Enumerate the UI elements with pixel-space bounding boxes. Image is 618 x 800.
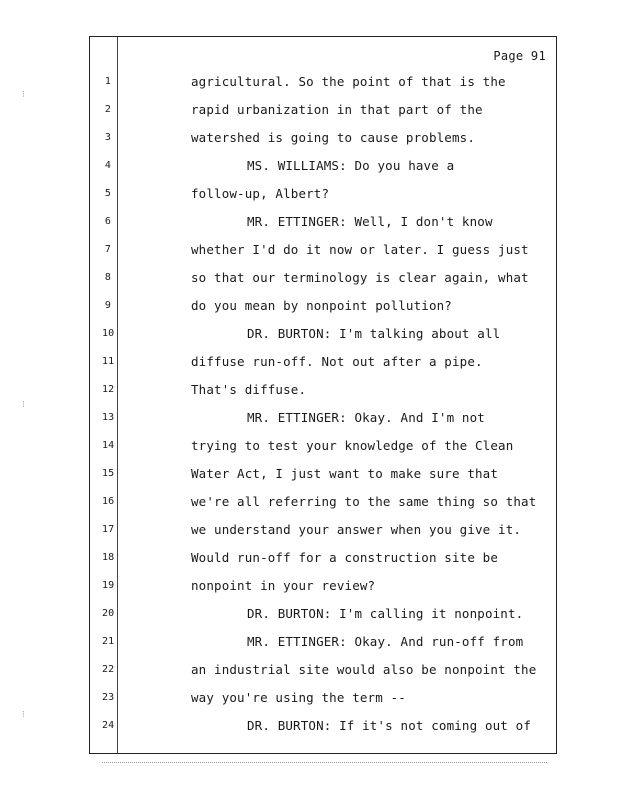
line-number: 13 [102,412,115,423]
transcript-line [90,102,556,122]
line-text: agricultural. So the point of that is the [191,74,506,89]
transcript-line [90,606,556,626]
transcript-line [90,74,556,94]
line-number: 11 [102,356,115,367]
line-text: MR. ETTINGER: Okay. And I'm not [247,410,485,425]
line-number: 1 [104,76,112,87]
transcript-line [90,130,556,150]
line-text: an industrial site would also be nonpoint the [191,662,537,677]
transcript-line [90,270,556,290]
line-text: we understand your answer when you give it. [191,522,522,537]
transcript-line [90,690,556,710]
line-number: 3 [104,132,112,143]
line-text: do you mean by nonpoint pollution? [191,298,452,313]
line-text: MR. ETTINGER: Okay. And run-off from [247,634,524,649]
line-text: watershed is going to cause problems. [191,130,475,145]
line-number: 23 [102,692,115,703]
line-text: whether I'd do it now or later. I guess just [191,242,529,257]
line-text: trying to test your knowledge of the Clean [191,438,514,453]
scan-mark: ⁝ [22,90,25,100]
line-number: 18 [102,552,115,563]
line-number: 22 [102,664,115,675]
line-number: 14 [102,440,115,451]
transcript-line [90,718,556,738]
line-number: 6 [104,216,112,227]
transcript-line [90,298,556,318]
transcript-line [90,662,556,682]
transcript-line [90,242,556,262]
transcript-line [90,466,556,486]
line-number: 4 [104,160,112,171]
line-text: we're all referring to the same thing so that [191,494,537,509]
footer-rule [102,762,547,763]
line-text: Would run-off for a construction site be [191,550,499,565]
transcript-line [90,214,556,234]
line-number: 8 [104,272,112,283]
line-number: 16 [102,496,115,507]
page-number: Page 91 [493,49,546,63]
line-number: 9 [104,300,112,311]
transcript-line [90,186,556,206]
line-number: 5 [104,188,112,199]
line-number: 10 [102,328,115,339]
line-text: way you're using the term -- [191,690,406,705]
transcript-line [90,158,556,178]
transcript-line [90,522,556,542]
line-number: 24 [102,720,115,731]
line-text: rapid urbanization in that part of the [191,102,483,117]
line-text: Water Act, I just want to make sure that [191,466,499,481]
line-number: 17 [102,524,115,535]
line-text: DR. BURTON: I'm talking about all [247,326,501,341]
line-text: That's diffuse. [191,382,307,397]
transcript-line [90,550,556,570]
scan-mark: ⁝ [22,400,25,410]
line-text: follow-up, Albert? [191,186,330,201]
transcript-line [90,382,556,402]
transcript-line [90,634,556,654]
transcript-line [90,354,556,374]
line-number: 15 [102,468,115,479]
line-number: 7 [104,244,112,255]
transcript-page [89,36,557,754]
line-number: 2 [104,104,112,115]
transcript-line [90,410,556,430]
line-text: MS. WILLIAMS: Do you have a [247,158,455,173]
line-number: 19 [102,580,115,591]
line-number: 12 [102,384,115,395]
transcript-line [90,578,556,598]
transcript-line [90,438,556,458]
line-text: MR. ETTINGER: Well, I don't know [247,214,493,229]
line-text: so that our terminology is clear again, what [191,270,529,285]
line-text: DR. BURTON: If it's not coming out of [247,718,531,733]
line-text: diffuse run-off. Not out after a pipe. [191,354,483,369]
line-number: 20 [102,608,115,619]
transcript-line [90,326,556,346]
line-number: 21 [102,636,115,647]
line-text: DR. BURTON: I'm calling it nonpoint. [247,606,524,621]
line-text: nonpoint in your review? [191,578,376,593]
transcript-line [90,494,556,514]
scan-mark: ⁝ [22,710,25,720]
